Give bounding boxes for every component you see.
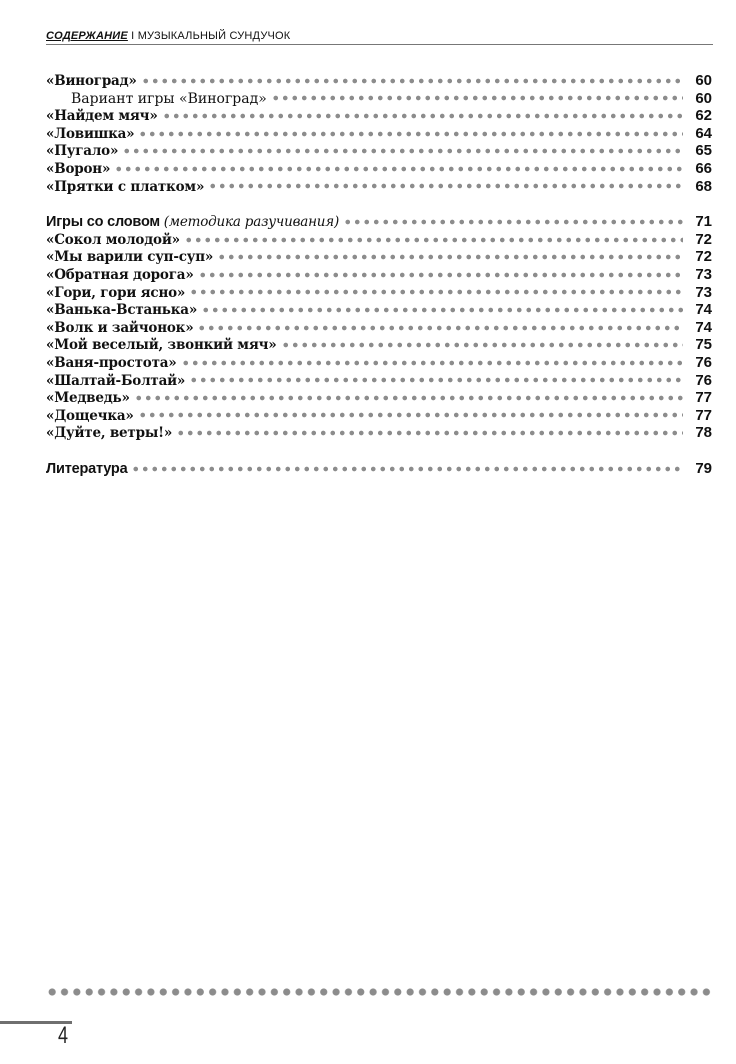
dot-leader — [122, 148, 683, 154]
toc-entry — [46, 389, 712, 407]
toc-entry-page: 76 — [695, 371, 712, 389]
toc-entry-page: 77 — [695, 406, 712, 424]
toc-entry-title: Вариант игры «Виноград» — [71, 90, 267, 107]
dot-leader — [131, 466, 683, 472]
dot-leader — [138, 131, 683, 137]
dot-leader — [189, 289, 683, 295]
header-separator: I — [131, 30, 135, 42]
toc-entry — [46, 336, 712, 354]
toc-entry-page: 71 — [695, 213, 712, 231]
table-of-contents — [46, 72, 712, 477]
dot-leader — [162, 113, 683, 119]
toc-entry-title: «Дощечка» — [46, 407, 134, 424]
toc-entry — [46, 125, 712, 143]
toc-entry-title: «Ворон» — [46, 160, 111, 177]
dot-leader — [271, 95, 683, 101]
toc-entry-page: 72 — [695, 230, 712, 248]
toc-entry-title: «Прятки с платком» — [46, 178, 205, 195]
dot-leader — [141, 78, 683, 84]
toc-section-heading — [46, 213, 712, 231]
toc-entry-title: «Медведь» — [46, 390, 130, 407]
dot-leader — [281, 342, 683, 348]
toc-section-title: Литература — [46, 460, 128, 477]
dot-leader — [176, 430, 683, 436]
dot-leader — [201, 307, 683, 313]
dot-leader — [343, 219, 683, 225]
toc-entry-title: «Ваня-простота» — [46, 354, 177, 371]
toc-entry — [46, 354, 712, 372]
toc-entry-page: 79 — [695, 459, 712, 477]
toc-entry-title: «Мой веселый, звонкий мяч» — [46, 337, 277, 354]
dot-leader — [217, 254, 683, 260]
toc-entry-title: «Обратная дорога» — [46, 266, 194, 283]
toc-entry-page: 62 — [695, 107, 712, 125]
toc-entry — [46, 178, 712, 196]
toc-entry-page: 75 — [695, 336, 712, 354]
toc-entry-page: 77 — [695, 389, 712, 407]
toc-entry — [46, 266, 712, 284]
dot-leader — [114, 166, 683, 172]
toc-entry-title: «Сокол молодой» — [46, 231, 180, 248]
toc-entry — [46, 160, 712, 178]
toc-entry — [46, 142, 712, 160]
toc-entry-title: «Дуйте, ветры!» — [46, 425, 173, 442]
toc-entry-title: «Волк и зайчонок» — [46, 319, 194, 336]
toc-entry — [46, 90, 712, 108]
toc-entry — [46, 372, 712, 390]
toc-entry — [46, 248, 712, 266]
page-number: 4 — [58, 1022, 69, 1049]
running-header — [46, 30, 713, 45]
dot-leader — [138, 412, 683, 418]
toc-entry-page: 78 — [695, 424, 712, 442]
toc-section-title — [46, 214, 339, 232]
toc-entry-page: 72 — [695, 248, 712, 266]
toc-entry — [46, 301, 712, 319]
toc-entry-title: «Мы варили суп-суп» — [46, 249, 214, 266]
dot-leader — [189, 377, 683, 383]
toc-entry — [46, 72, 712, 90]
toc-section-note: (методика разучивания) — [163, 214, 340, 231]
toc-entry — [46, 107, 712, 125]
toc-entry-title: «Виноград» — [46, 73, 137, 89]
toc-entry-page: 76 — [695, 353, 712, 371]
toc-entry-page: 74 — [695, 318, 712, 336]
toc-entry-page: 65 — [695, 142, 712, 160]
toc-entry-title: «Ловишка» — [46, 125, 135, 142]
toc-entry-title: «Пугало» — [46, 143, 119, 160]
toc-entry-title: «Гори, гори ясно» — [46, 284, 186, 301]
dot-leader — [134, 395, 683, 401]
toc-entry-page: 73 — [695, 265, 712, 283]
toc-entry-title: «Шалтай-Болтай» — [46, 372, 186, 389]
toc-entry-page: 60 — [695, 72, 712, 89]
toc-entry-page: 60 — [695, 89, 712, 107]
toc-entry-title: «Найдем мяч» — [46, 108, 158, 125]
toc-entry-page: 66 — [695, 159, 712, 177]
toc-entry — [46, 231, 712, 249]
toc-entry — [46, 424, 712, 442]
toc-entry-page: 68 — [695, 177, 712, 195]
toc-entry-page: 64 — [695, 124, 712, 142]
toc-entry-title: «Ванька-Встанька» — [46, 302, 198, 319]
toc-section-heading — [46, 460, 712, 478]
toc-section-title-text: Игры со словом — [46, 214, 160, 231]
header-book-title: МУЗЫКАЛЬНЫЙ СУНДУЧОК — [137, 30, 291, 42]
dot-leader — [197, 325, 683, 331]
dot-leader — [208, 183, 683, 189]
header-section-title: СОДЕРЖАНИЕ — [46, 30, 128, 42]
toc-entry — [46, 407, 712, 425]
dot-leader — [184, 237, 683, 243]
toc-entry-page: 74 — [695, 301, 712, 319]
dot-leader — [181, 360, 683, 366]
footer-dot-rule — [46, 987, 714, 997]
toc-entry — [46, 284, 712, 302]
toc-entry — [46, 319, 712, 337]
toc-entry-page: 73 — [695, 283, 712, 301]
dot-leader — [198, 272, 683, 278]
